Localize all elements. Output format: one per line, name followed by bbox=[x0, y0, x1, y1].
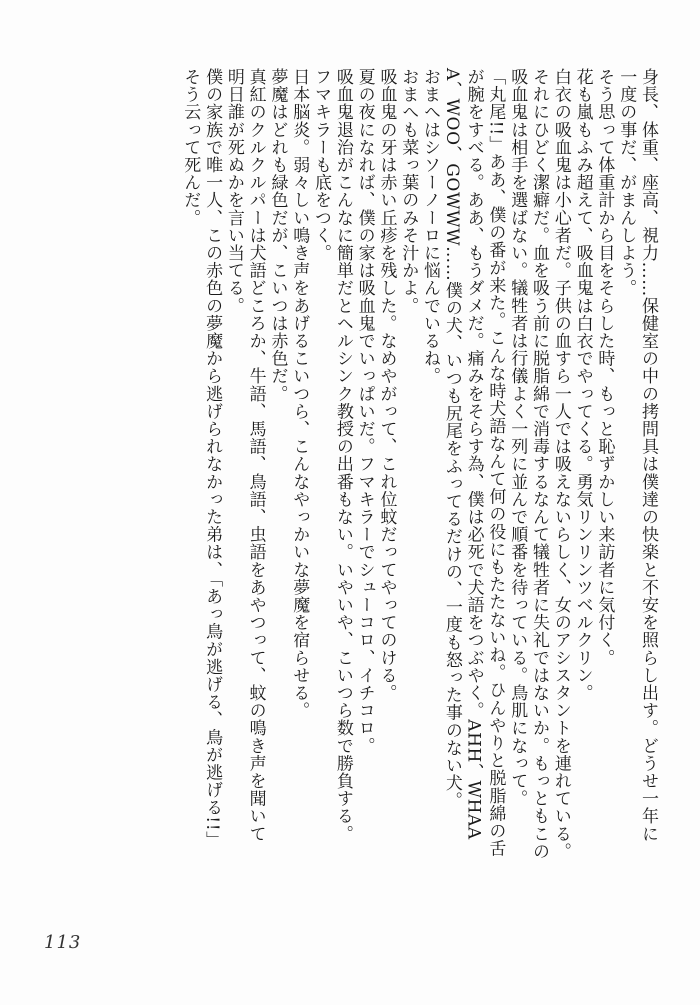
text-line: が腕をすべる。ああ、もうダメだ。痛みをそらす為、僕は必死で犬語をつぶやく。AHH、WHAA bbox=[463, 68, 484, 840]
text-line: 夢魔はどれも緑色だが、こいつは赤色だ。 bbox=[267, 68, 288, 403]
text-line: 日本脳炎。弱々しい鳴き声をあげるこいつら、こんなやっかいな夢魔を宿らせる。 bbox=[289, 68, 310, 720]
text-line: 「丸尾!!」ああ、僕の番が来た。こんな時犬語なんて何の役にもたたないね。ひんやりと脱脂綿の舌 bbox=[485, 68, 506, 858]
text-line: そう思って体重計から目をそらした時、もっと恥ずかしい来訪者に気付く。 bbox=[594, 68, 615, 667]
vertical-text-body bbox=[18, 68, 658, 908]
text-line: 白衣の吸血鬼は小心者だ。子供の血すら一人では吸えないらしく、女のアシスタントを連れている。 bbox=[550, 68, 571, 860]
text-line: おまへも菜っ葉のみそ汁かよ。 bbox=[398, 68, 419, 315]
text-line: 真紅のクルクルパーは犬語どころか、牛語、馬語、鳥語、虫語をあやつって、蚊の鳴き声を聞いて bbox=[245, 68, 266, 843]
text-line: 花も嵐もふみ超えて、吸血鬼は白衣でやってくる。勇気リンリンツベルクリン。 bbox=[572, 68, 593, 702]
text-line: 身長、体重、座高、視力……保健室の中の拷問具は僕達の快楽と不安を照らし出す。どうせ一年に bbox=[638, 68, 658, 843]
page-number: 113 bbox=[44, 932, 82, 953]
text-line: 僕の家族で唯一人、この赤色の夢魔から逃げられなかった弟は、「あっ鳥が逃げる、鳥が逃げる!!」 bbox=[202, 68, 223, 849]
text-line: 夏の夜になれば、僕の家は吸血鬼でいっぱいだ。フマキラーでシューコロ、イチコロ。 bbox=[354, 68, 375, 755]
text-line: 吸血鬼は相手を選ばない。犠牲者は行儀よく一列に並んで順番を待っている。鳥肌になって。 bbox=[507, 68, 528, 808]
text-line: 明日誰が死ぬかを言い当てる。 bbox=[223, 68, 244, 315]
text-line: 吸血鬼の牙は赤い丘疹を残した。なめやがって、これ位蚊だってやってのける。 bbox=[376, 68, 397, 702]
text-line: 吸血鬼退治がこんなに簡単だとヘルシンク教授の出番もない。いやいや、こいつら数で勝負する。 bbox=[332, 68, 353, 843]
text-line: そう云って死んだ。 bbox=[180, 68, 201, 227]
text-line: それにひどく潔癖だ。血を吸う前に脱脂綿で消毒するなんて犠牲者に失礼ではないか。もっともこの bbox=[529, 68, 550, 860]
text-line: 一度の事だ、がまんしよう。 bbox=[616, 68, 637, 297]
text-line: A、WOO、GOWWW……僕の犬、いつも尻尾をふってるだけの、一度も怒った事のない犬。 bbox=[441, 68, 462, 810]
text-line: おまへはシソーノーロに悩んでいるね。 bbox=[420, 68, 441, 385]
text-line: フマキラーも底をつく。 bbox=[311, 68, 332, 262]
